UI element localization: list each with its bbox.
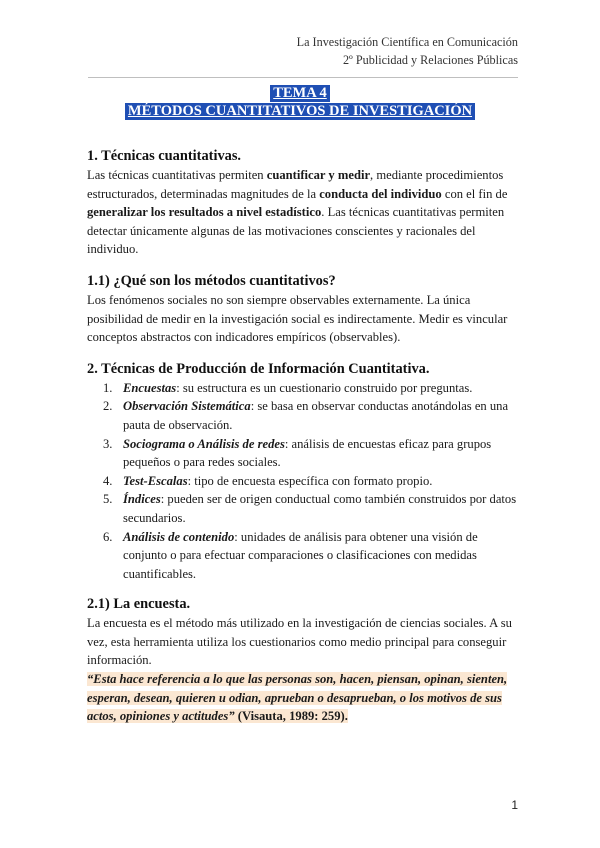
highlighted-quote: [87, 670, 519, 726]
quote-citation: (Visauta, 1989: 259).: [234, 709, 348, 724]
header-course: La Investigación Científica en Comunicación: [296, 35, 518, 49]
list-item: 1. Encuestas: su estructura es un cuestionario construido por preguntas.: [103, 380, 473, 395]
list-item: 4. Test-Escalas: tipo de encuesta específica con formato propio.: [103, 473, 433, 488]
list-item-term: Análisis de contenido: [123, 529, 235, 544]
section-1: [87, 146, 519, 259]
list-item-term: Observación Sistemática: [123, 399, 251, 414]
title-block: [0, 84, 600, 120]
section-2-1-heading: 2.1) La encuesta.: [87, 596, 191, 613]
running-header: [297, 33, 518, 69]
section-2-1: [87, 594, 519, 726]
section-1-paragraph: Las técnicas cuantitativas permiten cuantificar y medir, mediante procedimientos estructurados, determinadas magnitudes de la conducta del individuo con el fin de generalizar los resultados a nivel estadístico. Las técnicas cuantitativas permiten detectar únicamente algunas de las motivaciones conscientes y racionales del individuo.: [87, 168, 508, 257]
header-divider: [88, 77, 518, 78]
quote-text: “Esta hace referencia a lo que las personas son, hacen, piensan, opinan, sienten, esperan, desean, quieren u odian, aprueban o desaprueban, o los motivos de sus actos, opiniones y actitudes”: [87, 672, 508, 724]
list-item-term: Sociograma o Análisis de redes: [123, 436, 285, 451]
emphasis-generalize: generalizar los resultados a nivel estadístico: [87, 205, 322, 220]
list-item-term: Encuestas: [123, 380, 177, 395]
page-number: 1: [511, 798, 518, 812]
list-item: 3. Sociograma o Análisis de redes: análisis de encuestas eficaz para grupos pequeños o para redes sociales.: [103, 436, 492, 470]
section-2: [87, 359, 519, 584]
section-1-1-heading: 1.1) ¿Qué son los métodos cuantitativos?: [87, 272, 336, 289]
section-1-heading: 1. Técnicas cuantitativas.: [87, 148, 242, 164]
list-item: 2. Observación Sistemática: se basa en observar conductas anotándolas en una pauta de observación.: [103, 399, 509, 432]
body-content: [87, 146, 519, 726]
section-1-1: [87, 271, 519, 347]
emphasis-quantify: cuantificar y medir: [266, 168, 371, 182]
list-item: 5. Índices: pueden ser de origen conductual como también construidos por datos secundarios.: [103, 492, 517, 525]
list-item-term: Índices: [123, 492, 161, 507]
emphasis-conduct: conducta del individuo: [319, 186, 442, 201]
header-degree: 2º Publicidad y Relaciones Públicas: [342, 53, 518, 67]
section-2-heading: 2. Técnicas de Producción de Información Cuantitativa.: [87, 360, 430, 377]
list-item-term: Test-Escalas: [123, 473, 188, 488]
list-item: 6. Análisis de contenido: unidades de análisis para obtener una visión de conjunto o para efectuar comparaciones o clasificaciones con medidas cuantificables.: [103, 529, 478, 581]
section-1-1-paragraph: Los fenómenos sociales no son siempre observables externamente. La única posibilidad de medir en la investigación social es indirectamente. Medir es vincular conceptos abstractos con indicadores empíricos (observables).: [87, 292, 508, 345]
techniques-list: [87, 379, 519, 584]
section-2-1-paragraph: La encuesta es el método más utilizado en la investigación de ciencias sociales. A su vez, esta herramienta utiliza los cuestionarios como medio principal para conseguir información.: [87, 616, 512, 668]
title-topic-number: TEMA 4: [270, 85, 330, 102]
title-topic-name: MÉTODOS CUANTITATIVOS DE INVESTIGACIÓN: [125, 103, 475, 120]
